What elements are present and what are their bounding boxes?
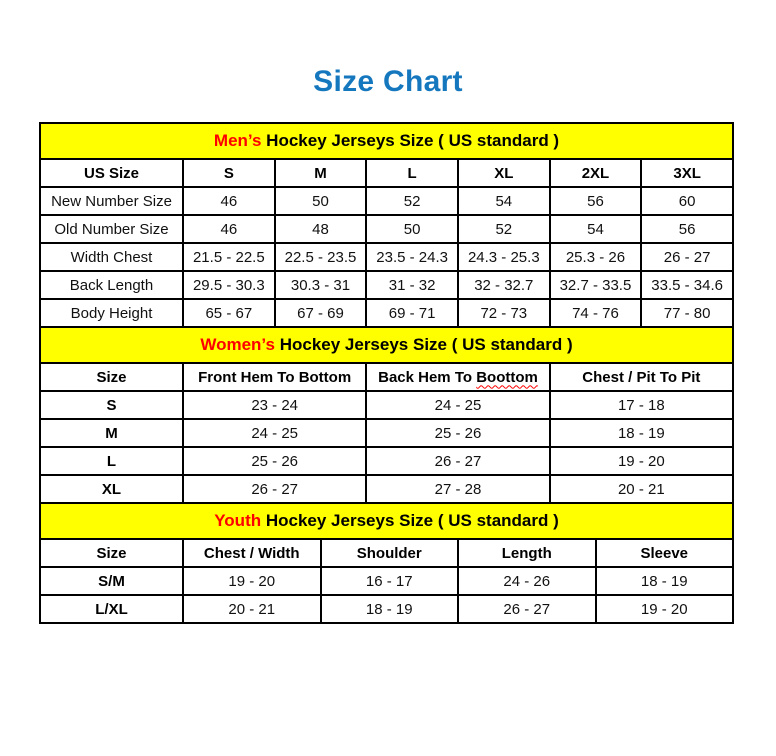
value-cell: 32.7 - 33.5 (550, 271, 642, 299)
value-cell: 26 - 27 (183, 475, 366, 503)
column-header: M (275, 159, 367, 187)
table-row (40, 567, 733, 595)
mens-section-header-text: Hockey Jerseys Size ( US standard ) (261, 131, 560, 150)
womens-size-table (39, 362, 734, 504)
value-cell: 25 - 26 (183, 447, 366, 475)
table-row (40, 215, 733, 243)
header-row (40, 363, 733, 391)
column-header: Size (40, 539, 183, 567)
value-cell: 18 - 19 (550, 419, 733, 447)
table-row (40, 475, 733, 503)
column-header: US Size (40, 159, 183, 187)
value-cell: 24.3 - 25.3 (458, 243, 550, 271)
row-label-cell: XL (40, 475, 183, 503)
value-cell: 67 - 69 (275, 299, 367, 327)
value-cell: 46 (183, 187, 275, 215)
column-header: S (183, 159, 275, 187)
value-cell: 52 (458, 215, 550, 243)
row-label-cell: New Number Size (40, 187, 183, 215)
table-row (40, 391, 733, 419)
value-cell: 16 - 17 (321, 567, 459, 595)
value-cell: 52 (366, 187, 458, 215)
header-row (40, 159, 733, 187)
value-cell: 23 - 24 (183, 391, 366, 419)
value-cell: 29.5 - 30.3 (183, 271, 275, 299)
row-label-cell: M (40, 419, 183, 447)
value-cell: 17 - 18 (550, 391, 733, 419)
column-header: Length (458, 539, 596, 567)
youth-section-header-highlight: Youth (214, 511, 262, 530)
value-cell: 31 - 32 (366, 271, 458, 299)
table-row (40, 419, 733, 447)
row-label-cell: Width Chest (40, 243, 183, 271)
column-header: 2XL (550, 159, 642, 187)
value-cell: 77 - 80 (641, 299, 733, 327)
value-cell: 27 - 28 (366, 475, 549, 503)
table-row (40, 299, 733, 327)
value-cell: 33.5 - 34.6 (641, 271, 733, 299)
column-header: Chest / Pit To Pit (550, 363, 733, 391)
value-cell: 18 - 19 (596, 567, 734, 595)
youth-section-header (39, 502, 734, 540)
youth-size-table (39, 538, 734, 624)
value-cell: 25 - 26 (366, 419, 549, 447)
womens-section-header-highlight: Women’s (200, 335, 275, 354)
row-label-cell: L/XL (40, 595, 183, 623)
value-cell: 48 (275, 215, 367, 243)
value-cell: 46 (183, 215, 275, 243)
column-header: XL (458, 159, 550, 187)
value-cell: 56 (550, 187, 642, 215)
value-cell: 24 - 25 (366, 391, 549, 419)
value-cell: 20 - 21 (550, 475, 733, 503)
row-label-cell: Old Number Size (40, 215, 183, 243)
row-label-cell: Back Length (40, 271, 183, 299)
mens-section-header (39, 122, 734, 160)
page-title: Size Chart (313, 65, 463, 98)
value-cell: 50 (366, 215, 458, 243)
row-label-cell: S (40, 391, 183, 419)
column-header: L (366, 159, 458, 187)
size-chart (39, 122, 734, 624)
value-cell: 60 (641, 187, 733, 215)
value-cell: 19 - 20 (183, 567, 321, 595)
header-row (40, 539, 733, 567)
value-cell: 72 - 73 (458, 299, 550, 327)
column-header: Size (40, 363, 183, 391)
value-cell: 23.5 - 24.3 (366, 243, 458, 271)
table-row (40, 243, 733, 271)
value-cell: 30.3 - 31 (275, 271, 367, 299)
value-cell: 56 (641, 215, 733, 243)
row-label-cell: L (40, 447, 183, 475)
column-header: Shoulder (321, 539, 459, 567)
value-cell: 26 - 27 (366, 447, 549, 475)
value-cell: 22.5 - 23.5 (275, 243, 367, 271)
youth-section-header-text: Hockey Jerseys Size ( US standard ) (261, 511, 559, 530)
value-cell: 26 - 27 (458, 595, 596, 623)
column-header: Sleeve (596, 539, 734, 567)
value-cell: 24 - 26 (458, 567, 596, 595)
womens-section-header-text: Hockey Jerseys Size ( US standard ) (274, 335, 573, 354)
value-cell: 20 - 21 (183, 595, 321, 623)
value-cell: 54 (458, 187, 550, 215)
table-row (40, 187, 733, 215)
value-cell: 74 - 76 (550, 299, 642, 327)
column-header: Front Hem To Bottom (183, 363, 366, 391)
value-cell: 19 - 20 (550, 447, 733, 475)
row-label-cell: S/M (40, 567, 183, 595)
value-cell: 54 (550, 215, 642, 243)
column-header: 3XL (641, 159, 733, 187)
value-cell: 19 - 20 (596, 595, 734, 623)
column-header: Chest / Width (183, 539, 321, 567)
spellcheck-squiggle-word: Boottom (476, 368, 538, 386)
value-cell: 25.3 - 26 (550, 243, 642, 271)
value-cell: 18 - 19 (321, 595, 459, 623)
value-cell: 69 - 71 (366, 299, 458, 327)
value-cell: 21.5 - 22.5 (183, 243, 275, 271)
womens-section-header (39, 326, 734, 364)
table-row (40, 447, 733, 475)
mens-size-table (39, 158, 734, 328)
value-cell: 32 - 32.7 (458, 271, 550, 299)
value-cell: 26 - 27 (641, 243, 733, 271)
value-cell: 65 - 67 (183, 299, 275, 327)
row-label-cell: Body Height (40, 299, 183, 327)
table-row (40, 595, 733, 623)
column-header: Back Hem To Boottom (366, 363, 549, 391)
table-row (40, 271, 733, 299)
value-cell: 50 (275, 187, 367, 215)
value-cell: 24 - 25 (183, 419, 366, 447)
mens-section-header-highlight: Men’s (213, 131, 262, 150)
